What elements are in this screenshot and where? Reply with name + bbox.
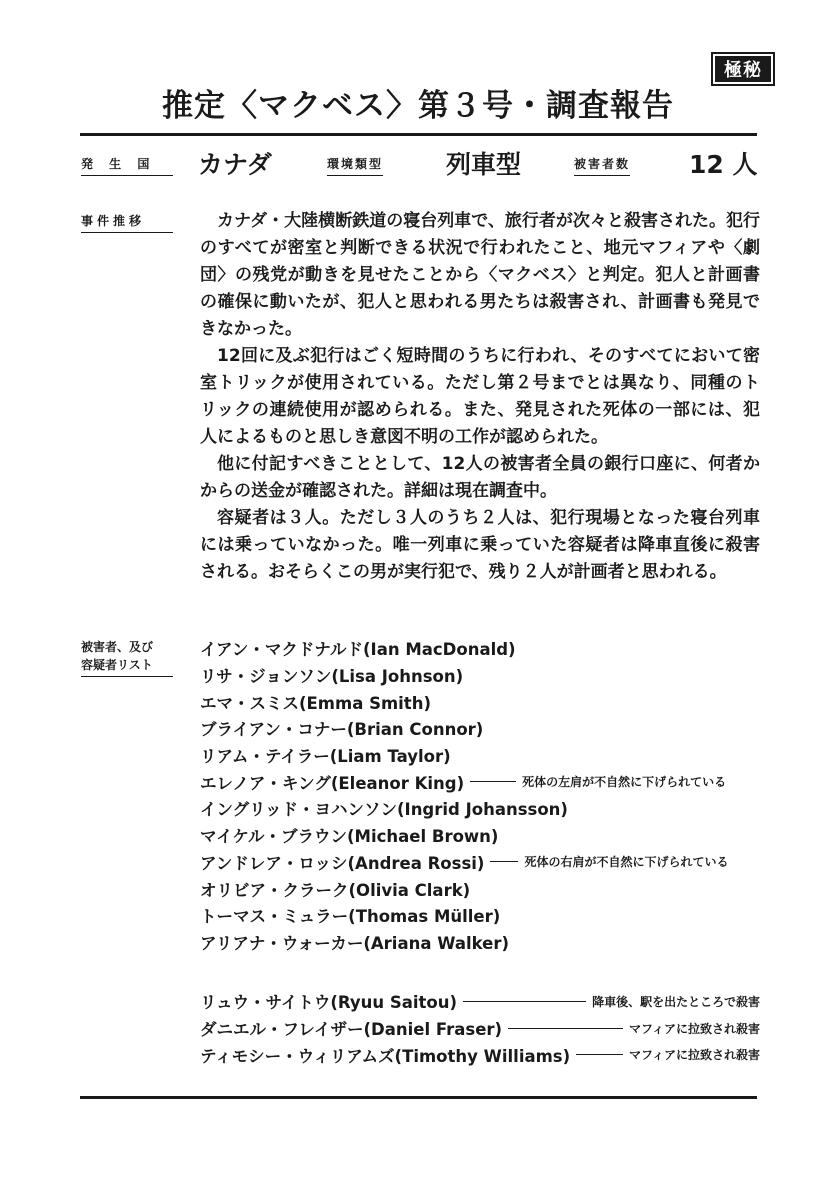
environment-value: 列車型 <box>446 150 522 179</box>
leader-line <box>463 1001 586 1002</box>
victim-name: オリビア・クラーク(Olivia Clark) <box>200 880 471 900</box>
victims-count-label: 被害者数 <box>574 155 630 176</box>
victim-name: ブライアン・コナー(Brian Connor) <box>200 720 484 740</box>
list-label-line2: 容疑者リスト <box>81 658 153 672</box>
incident-paragraph: 容疑者は３人。ただし３人のうち２人は、犯行現場となった寝台列車には乗っていなかった。唯一列車に乗っていた容疑者は降車直後に殺害される。おそらくこの男が実行犯で、残り２人が計画者と思われる。 <box>200 508 760 582</box>
top-divider <box>80 133 757 136</box>
suspect-note: 降車後、駅を出たところで殺害 <box>592 994 760 1009</box>
victims-count-value: 12 人 <box>689 150 758 179</box>
victim-row <box>200 688 760 715</box>
victim-name: エレノア・キング(Eleanor King) <box>200 773 465 793</box>
victim-name: マイケル・ブラウン(Michael Brown) <box>200 827 499 847</box>
suspect-row <box>200 1015 760 1042</box>
victim-row <box>200 795 760 822</box>
incident-paragraph: 12回に及ぶ犯行はごく短時間のうちに行われ、そのすべてにおいて密室トリックが使用されている。ただし第２号までとは異なり、同種のトリックの連続使用が認められる。また、発見された死体の一部には、犯人によるものと思しき意図不明の工作が認められた。 <box>200 346 760 447</box>
suspect-note: マフィアに拉致され殺害 <box>628 1048 760 1063</box>
victim-row <box>200 742 760 769</box>
victim-name: トーマス・ミュラー(Thomas Müller) <box>200 907 501 927</box>
leader-line <box>508 1028 623 1029</box>
victim-row <box>200 902 760 929</box>
victim-row <box>200 768 760 795</box>
country-label: 発 生 国 <box>81 155 173 176</box>
victim-name: エマ・スミス(Emma Smith) <box>200 693 431 713</box>
list-label-line1: 被害者、及び <box>81 640 154 654</box>
victim-name: アンドレア・ロッシ(Andrea Rossi) <box>200 853 485 873</box>
victim-note: 死体の右肩が不自然に下げられている <box>524 855 729 870</box>
incident-label: 事件推移 <box>81 212 173 233</box>
victim-name: リサ・ジョンソン(Lisa Johnson) <box>200 667 464 687</box>
victim-name: イアン・マクドナルド(Ian MacDonald) <box>200 640 516 660</box>
incident-body <box>200 208 760 586</box>
suspect-list <box>200 988 760 1068</box>
incident-paragraph: 他に付記すべきこととして、12人の被害者全員の銀行口座に、何者かからの送金が確認された。詳細は現在調査中。 <box>200 454 760 501</box>
victim-row <box>200 929 760 956</box>
victim-name: アリアナ・ウォーカー(Ariana Walker) <box>200 933 510 953</box>
victim-row <box>200 875 760 902</box>
list-section-label <box>81 638 173 677</box>
stamp-text: 極秘 <box>715 56 771 82</box>
victim-row <box>200 662 760 689</box>
suspect-name: ダニエル・フレイザー(Daniel Fraser) <box>200 1020 503 1040</box>
victim-name: リアム・テイラー(Liam Taylor) <box>200 747 451 767</box>
suspect-name: ティモシー・ウィリアムズ(Timothy Williams) <box>200 1046 571 1066</box>
victim-row <box>200 635 760 662</box>
suspect-note: マフィアに拉致され殺害 <box>628 1021 760 1036</box>
country-value: カナダ <box>198 150 272 179</box>
suspect-row <box>200 988 760 1015</box>
leader-line <box>576 1054 623 1055</box>
suspect-name: リュウ・サイトウ(Ryuu Saitou) <box>200 993 458 1013</box>
victim-row <box>200 849 760 876</box>
victim-name: イングリッド・ヨハンソン(Ingrid Johansson) <box>200 800 568 820</box>
report-title: 推定〈マクベス〉第３号・調査報告 <box>162 88 674 124</box>
suspect-row <box>200 1041 760 1068</box>
bottom-divider <box>80 1096 757 1099</box>
incident-paragraph: カナダ・大陸横断鉄道の寝台列車で、旅行者が次々と殺害された。犯行のすべてが密室と判断できる状況で行われたこと、地元マフィアや〈劇団〉の残党が動きを見せたことから〈マクベス〉と判定。犯人と計画書の確保に動いたが、犯人と思われる男たちは殺害され、計画書も発見できなかった。 <box>200 211 760 339</box>
victim-row <box>200 715 760 742</box>
victim-note: 死体の左肩が不自然に下げられている <box>522 775 727 790</box>
victim-row <box>200 822 760 849</box>
leader-line <box>490 861 518 862</box>
leader-line <box>470 781 516 782</box>
victim-list <box>200 635 760 955</box>
environment-label: 環境類型 <box>327 155 383 176</box>
